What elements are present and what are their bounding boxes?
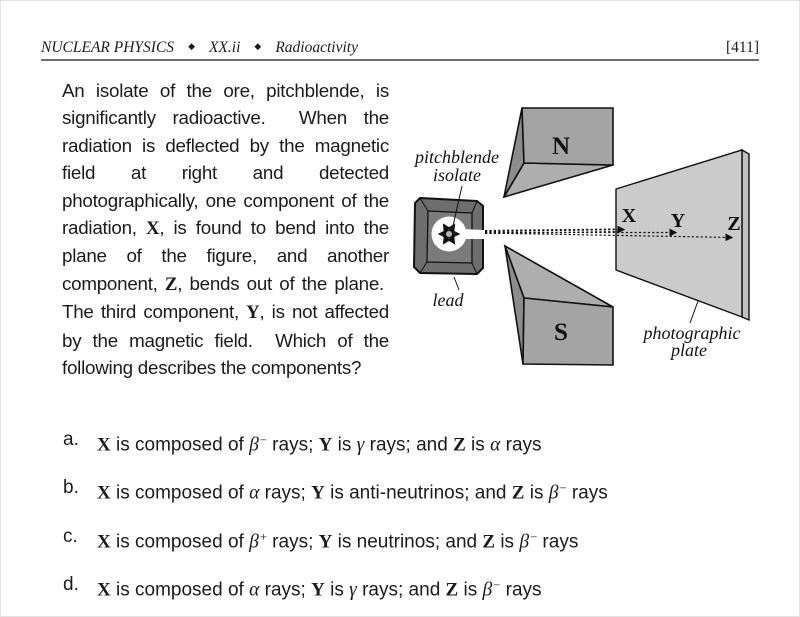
south-magnet bbox=[505, 246, 613, 365]
plate-label-line2: plate bbox=[671, 340, 707, 360]
apparatus-diagram bbox=[399, 86, 763, 396]
component-x-label: X bbox=[621, 205, 637, 227]
running-head bbox=[41, 39, 358, 57]
lead-pointer-line bbox=[454, 277, 459, 290]
option-row-b bbox=[63, 476, 763, 505]
option-text: X is composed of α rays; Y is anti-neutrinos; and Z is β− rays bbox=[97, 481, 608, 504]
diamond-bullet-icon: ◆ bbox=[188, 42, 195, 52]
option-text: X is composed of β+ rays; Y is neutrinos; and Z is β− rays bbox=[97, 529, 579, 552]
option-row-a bbox=[63, 428, 763, 457]
beam-slot bbox=[461, 229, 484, 239]
answer-options bbox=[63, 428, 763, 617]
beam-x bbox=[485, 230, 624, 232]
lead-label: lead bbox=[432, 290, 464, 310]
header-topic: Radioactivity bbox=[275, 39, 358, 56]
option-letter: b. bbox=[63, 477, 79, 499]
south-pole-label: S bbox=[554, 319, 568, 346]
lead-callout bbox=[433, 277, 465, 310]
header-rule bbox=[41, 59, 759, 61]
option-row-d bbox=[63, 573, 763, 602]
source-ball bbox=[445, 230, 452, 237]
north-pole-label: N bbox=[551, 133, 571, 160]
option-row-c bbox=[63, 525, 763, 554]
pitchblende-label-line1: pitchblende bbox=[415, 147, 499, 167]
diamond-bullet-icon: ◆ bbox=[254, 42, 262, 52]
page-header bbox=[41, 39, 759, 57]
component-y-label: Y bbox=[670, 210, 686, 232]
component-z-label: Z bbox=[727, 213, 741, 235]
south-magnet-front-face bbox=[523, 298, 613, 365]
north-magnet bbox=[504, 108, 613, 197]
page-number: [411] bbox=[726, 39, 759, 56]
header-subject: NUCLEAR PHYSICS bbox=[41, 39, 175, 56]
plate-edge bbox=[742, 150, 749, 320]
plate-label-line1: photographic bbox=[643, 323, 741, 343]
option-letter: a. bbox=[63, 429, 79, 450]
option-text: X is composed of α rays; Y is γ rays; and Z is β− rays bbox=[97, 577, 542, 601]
option-letter: c. bbox=[63, 525, 78, 547]
option-text: X is composed of β− rays; Y is γ rays; and Z is α rays bbox=[97, 433, 542, 456]
header-section: XX.ii bbox=[208, 39, 241, 56]
photographic-plate bbox=[616, 150, 749, 320]
plate-face bbox=[616, 150, 742, 317]
question-text: An isolate of the ore, pitchblende, is significantly radioactive. When the radiation is deflected by the magnetic field at right and detected photographically, one component of the radiation, X, is found to bend into the plane of the figure, and another component, Z, bends out of the plane. The third component, Y, is not affected by the magnetic field. Which of the following describes the components? bbox=[62, 80, 389, 379]
option-letter: d. bbox=[63, 573, 79, 595]
lead-shield bbox=[414, 198, 484, 274]
pitchblende-label-line2: isolate bbox=[433, 165, 481, 185]
plate-pointer-line bbox=[690, 301, 698, 323]
